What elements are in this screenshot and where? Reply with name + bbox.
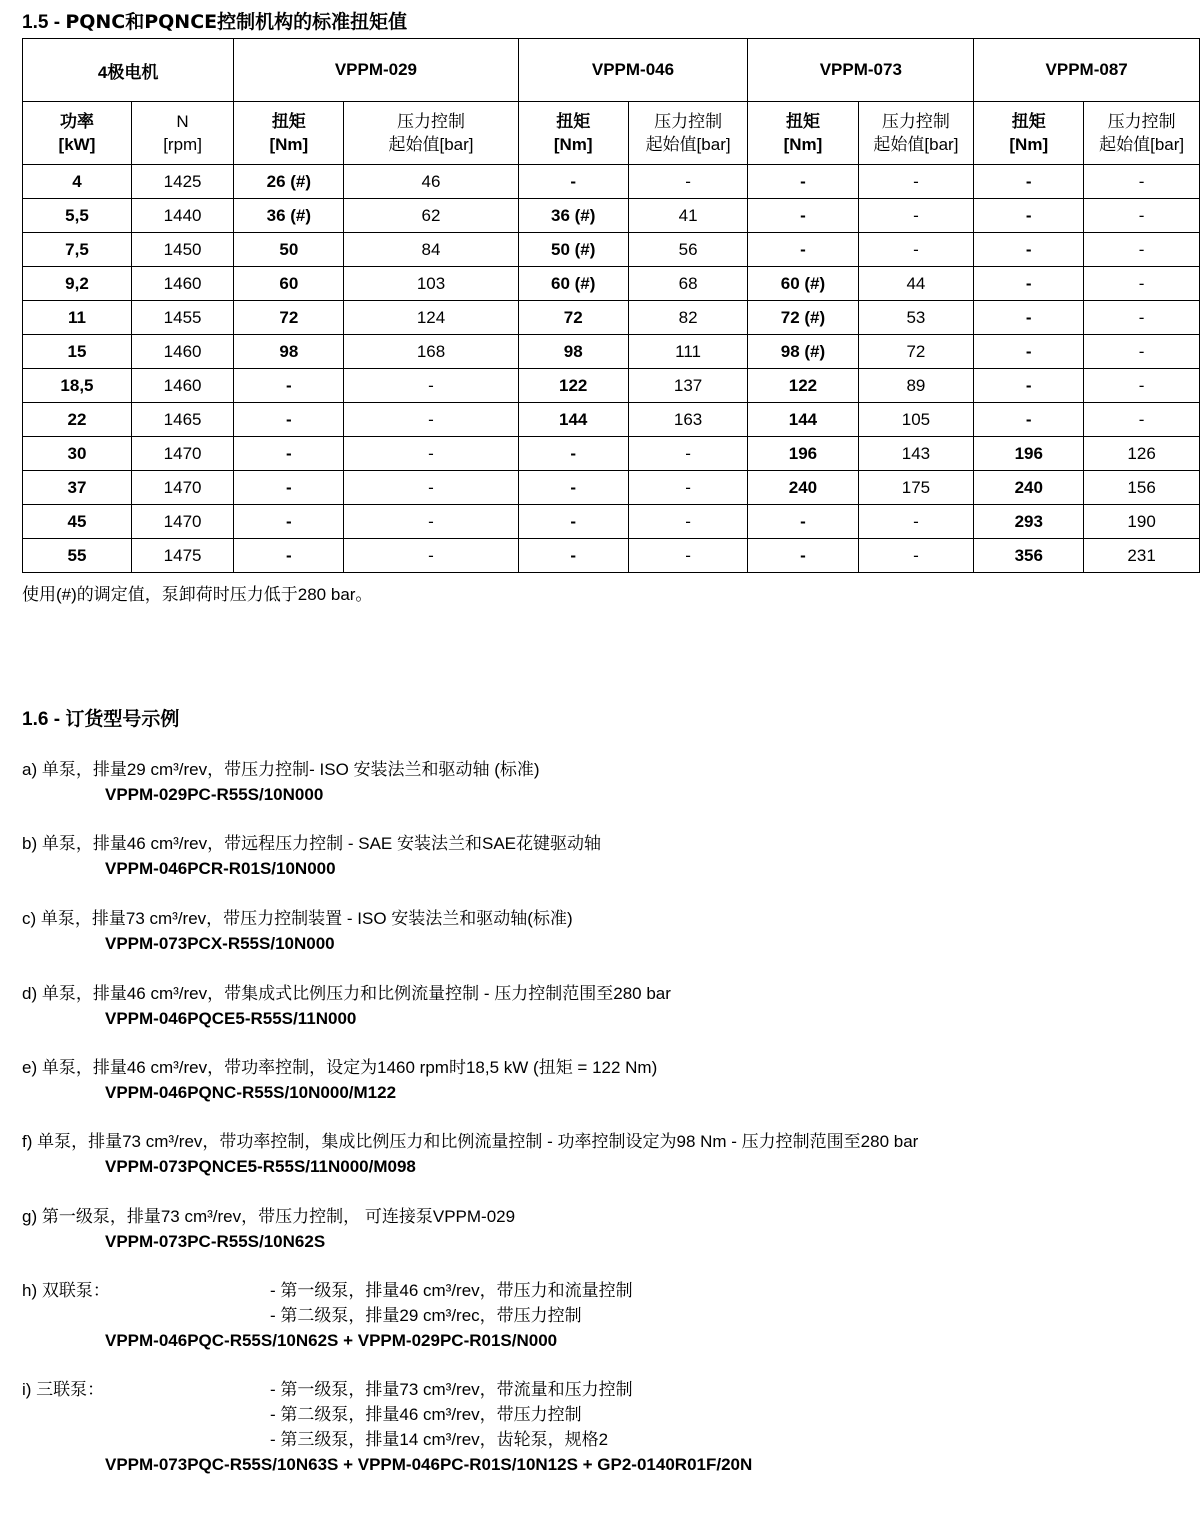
table-cell: 50 [234, 233, 344, 267]
table-cell: 1450 [131, 233, 233, 267]
table-cell: 55 [23, 539, 132, 573]
torque-table [22, 38, 1200, 573]
order-example-d [22, 981, 671, 1031]
order-example-e [22, 1055, 657, 1105]
table-row [23, 403, 1200, 437]
order-desc: c) 单泵，排量73 cm³/rev，带压力控制装置 - ISO 安装法兰和驱动轴(标准) [22, 909, 573, 928]
order-code: VPPM-073PC-R55S/10N62S [105, 1232, 326, 1251]
table-cell: 105 [858, 403, 974, 437]
table-cell: 1460 [131, 335, 233, 369]
model-header: VPPM-046 [518, 39, 748, 102]
order-code: VPPM-046PQNC-R55S/10N000/M122 [105, 1083, 397, 1102]
table-cell: 89 [858, 369, 974, 403]
table-cell: - [974, 369, 1084, 403]
order-desc: f) 单泵，排量73 cm³/rev，带功率控制，集成比例压力和比例流量控制 - 功率控制设定为98 Nm - 压力控制范围至280 bar [22, 1132, 919, 1151]
table-cell: 1460 [131, 267, 233, 301]
order-example-a [22, 757, 540, 807]
table-cell: 72 [234, 301, 344, 335]
pressure-header: 压力控制 起始值[bar] [344, 102, 518, 165]
table-row [23, 233, 1200, 267]
table-cell: - [858, 165, 974, 199]
table-cell: 293 [974, 505, 1084, 539]
table-cell: - [628, 437, 748, 471]
order-desc: b) 单泵，排量46 cm³/rev，带远程压力控制 - SAE 安装法兰和SAE花键驱动轴 [22, 834, 601, 853]
table-row [23, 471, 1200, 505]
table-cell: 144 [748, 403, 858, 437]
table-cell: - [974, 165, 1084, 199]
section-1-6-text: 订货型号示例 [65, 708, 180, 730]
table-cell: 72 [518, 301, 628, 335]
table-cell: 50 (#) [518, 233, 628, 267]
table-cell: - [234, 505, 344, 539]
table-cell: 190 [1084, 505, 1200, 539]
table-cell: - [748, 505, 858, 539]
order-code: VPPM-046PCR-R01S/10N000 [105, 859, 336, 878]
table-cell: 53 [858, 301, 974, 335]
table-cell: 36 (#) [234, 199, 344, 233]
table-cell: 196 [974, 437, 1084, 471]
model-header: VPPM-029 [234, 39, 518, 102]
table-cell: 122 [748, 369, 858, 403]
order-desc: a) 单泵，排量29 cm³/rev，带压力控制- ISO 安装法兰和驱动轴 (标准) [22, 760, 540, 779]
table-cell: 56 [628, 233, 748, 267]
table-row [23, 199, 1200, 233]
table-cell: 72 (#) [748, 301, 858, 335]
table-cell: - [1084, 301, 1200, 335]
order-code: VPPM-073PQC-R55S/10N63S + VPPM-046PC-R01S/10N12S + GP2-0140R01F/20N [105, 1455, 753, 1474]
table-cell: - [1084, 369, 1200, 403]
motor-header: 4极电机 [23, 39, 234, 102]
table-cell: - [974, 335, 1084, 369]
table-cell: - [234, 437, 344, 471]
pressure-header: 压力控制 起始值[bar] [1084, 102, 1200, 165]
rpm-header: N [rpm] [131, 102, 233, 165]
table-cell: 18,5 [23, 369, 132, 403]
order-line: - 第三级泵，排量14 cm³/rev，齿轮泵，规格2 [270, 1430, 609, 1449]
table-cell: 26 (#) [234, 165, 344, 199]
table-cell: - [234, 403, 344, 437]
order-line: - 第一级泵，排量46 cm³/rev，带压力和流量控制 [270, 1281, 633, 1300]
order-example-i [22, 1377, 752, 1477]
table-cell: - [858, 505, 974, 539]
model-header: VPPM-087 [974, 39, 1200, 102]
table-cell: - [858, 539, 974, 573]
table-cell: 196 [748, 437, 858, 471]
pressure-header: 压力控制 起始值[bar] [628, 102, 748, 165]
table-cell: 240 [974, 471, 1084, 505]
table-cell: - [518, 437, 628, 471]
section-1-5-number: 1.5 - [22, 12, 66, 33]
table-cell: 126 [1084, 437, 1200, 471]
table-row [23, 267, 1200, 301]
table-cell: - [344, 403, 518, 437]
table-cell: - [1084, 335, 1200, 369]
table-cell: 137 [628, 369, 748, 403]
order-example-h [22, 1278, 633, 1353]
table-cell: - [1084, 267, 1200, 301]
table-cell: - [628, 505, 748, 539]
table-cell: 30 [23, 437, 132, 471]
table-cell: 37 [23, 471, 132, 505]
table-cell: 82 [628, 301, 748, 335]
table-cell: - [974, 199, 1084, 233]
table-cell: 111 [628, 335, 748, 369]
table-row [23, 437, 1200, 471]
table-cell: 1460 [131, 369, 233, 403]
torque-header: 扭矩 [Nm] [748, 102, 858, 165]
table-cell: 98 [518, 335, 628, 369]
table-cell: 4 [23, 165, 132, 199]
table-cell: 60 (#) [518, 267, 628, 301]
section-1-5-text: PQNC和PQNCE控制机构的标准扭矩值 [65, 11, 408, 33]
table-cell: 41 [628, 199, 748, 233]
table-cell: - [628, 165, 748, 199]
table-row [23, 505, 1200, 539]
footnote: 使用(#)的调定值，泵卸荷时压力低于280 bar。 [22, 585, 373, 604]
table-cell: 9,2 [23, 267, 132, 301]
table-cell: 1425 [131, 165, 233, 199]
table-cell: 144 [518, 403, 628, 437]
table-cell: 122 [518, 369, 628, 403]
table-cell: 36 (#) [518, 199, 628, 233]
model-header: VPPM-073 [748, 39, 974, 102]
table-cell: 1440 [131, 199, 233, 233]
table-cell: - [518, 165, 628, 199]
table-row [23, 539, 1200, 573]
table-cell: 7,5 [23, 233, 132, 267]
table-cell: 103 [344, 267, 518, 301]
table-cell: - [234, 539, 344, 573]
table-cell: - [344, 369, 518, 403]
order-code: VPPM-046PQCE5-R55S/11N000 [105, 1009, 357, 1028]
pressure-header: 压力控制 起始值[bar] [858, 102, 974, 165]
table-cell: - [748, 233, 858, 267]
table-cell: - [974, 233, 1084, 267]
table-cell: - [234, 369, 344, 403]
power-header: 功率 [kW] [23, 102, 132, 165]
table-cell: 72 [858, 335, 974, 369]
table-cell: 62 [344, 199, 518, 233]
table-cell: 240 [748, 471, 858, 505]
table-cell: 1470 [131, 471, 233, 505]
table-cell: 1465 [131, 403, 233, 437]
table-row [23, 301, 1200, 335]
table-cell: 60 [234, 267, 344, 301]
order-example-b [22, 831, 601, 881]
table-cell: - [974, 403, 1084, 437]
table-cell: 98 (#) [748, 335, 858, 369]
table-cell: 156 [1084, 471, 1200, 505]
table-cell: - [518, 471, 628, 505]
order-example-g [22, 1204, 515, 1254]
table-cell: - [1084, 233, 1200, 267]
table-cell: - [628, 539, 748, 573]
table-cell: 231 [1084, 539, 1200, 573]
table-cell: 5,5 [23, 199, 132, 233]
order-label: i) 三联泵： [22, 1380, 105, 1399]
table-cell: - [344, 505, 518, 539]
table-cell: 46 [344, 165, 518, 199]
table-cell: - [518, 505, 628, 539]
torque-table-body [23, 165, 1200, 573]
table-cell: - [748, 539, 858, 573]
table-cell: - [1084, 199, 1200, 233]
table-cell: - [344, 471, 518, 505]
table-cell: 163 [628, 403, 748, 437]
order-label: h) 双联泵： [22, 1281, 110, 1300]
table-cell: 45 [23, 505, 132, 539]
table-cell: - [748, 165, 858, 199]
torque-header: 扭矩 [Nm] [518, 102, 628, 165]
order-example-c [22, 906, 573, 956]
torque-header: 扭矩 [Nm] [234, 102, 344, 165]
table-cell: - [344, 437, 518, 471]
table-cell: 44 [858, 267, 974, 301]
order-code: VPPM-046PQC-R55S/10N62S + VPPM-029PC-R01S/N000 [105, 1331, 558, 1350]
table-cell: - [858, 199, 974, 233]
table-cell: 11 [23, 301, 132, 335]
table-cell: 175 [858, 471, 974, 505]
table-cell: - [628, 471, 748, 505]
table-cell: 22 [23, 403, 132, 437]
order-desc: g) 第一级泵，排量73 cm³/rev，带压力控制， 可连接泵VPPM-029 [22, 1207, 516, 1226]
table-cell: - [344, 539, 518, 573]
order-code: VPPM-073PQNCE5-R55S/11N000/M098 [105, 1157, 416, 1176]
table-cell: - [974, 301, 1084, 335]
order-example-f [22, 1129, 918, 1179]
table-cell: 143 [858, 437, 974, 471]
torque-header: 扭矩 [Nm] [974, 102, 1084, 165]
order-code: VPPM-073PCX-R55S/10N000 [105, 934, 335, 953]
table-cell: 1470 [131, 437, 233, 471]
table-cell: - [748, 199, 858, 233]
section-1-6-title [22, 707, 179, 732]
table-cell: - [1084, 165, 1200, 199]
table-cell: 1475 [131, 539, 233, 573]
order-desc: e) 单泵，排量46 cm³/rev，带功率控制，设定为1460 rpm时18,5 kW (扭矩 = 122 Nm) [22, 1058, 658, 1077]
table-row [23, 165, 1200, 199]
table-cell: 1455 [131, 301, 233, 335]
table-cell: 356 [974, 539, 1084, 573]
order-line: - 第二级泵，排量29 cm³/rec，带压力控制 [270, 1306, 582, 1325]
table-cell: - [1084, 403, 1200, 437]
table-row [23, 369, 1200, 403]
order-line: - 第二级泵，排量46 cm³/rev，带压力控制 [270, 1405, 582, 1424]
table-cell: 60 (#) [748, 267, 858, 301]
section-1-6-number: 1.6 - [22, 709, 66, 730]
table-cell: 98 [234, 335, 344, 369]
table-cell: 84 [344, 233, 518, 267]
table-cell: - [234, 471, 344, 505]
table-cell: - [518, 539, 628, 573]
order-desc: d) 单泵，排量46 cm³/rev，带集成式比例压力和比例流量控制 - 压力控制范围至280 bar [22, 984, 671, 1003]
table-cell: 15 [23, 335, 132, 369]
table-cell: - [858, 233, 974, 267]
section-1-5-title [22, 10, 407, 35]
order-line: - 第一级泵，排量73 cm³/rev，带流量和压力控制 [270, 1380, 633, 1399]
table-cell: 1470 [131, 505, 233, 539]
table-cell: 68 [628, 267, 748, 301]
table-cell: - [974, 267, 1084, 301]
table-row [23, 335, 1200, 369]
table-cell: 168 [344, 335, 518, 369]
order-code: VPPM-029PC-R55S/10N000 [105, 785, 324, 804]
table-cell: 124 [344, 301, 518, 335]
